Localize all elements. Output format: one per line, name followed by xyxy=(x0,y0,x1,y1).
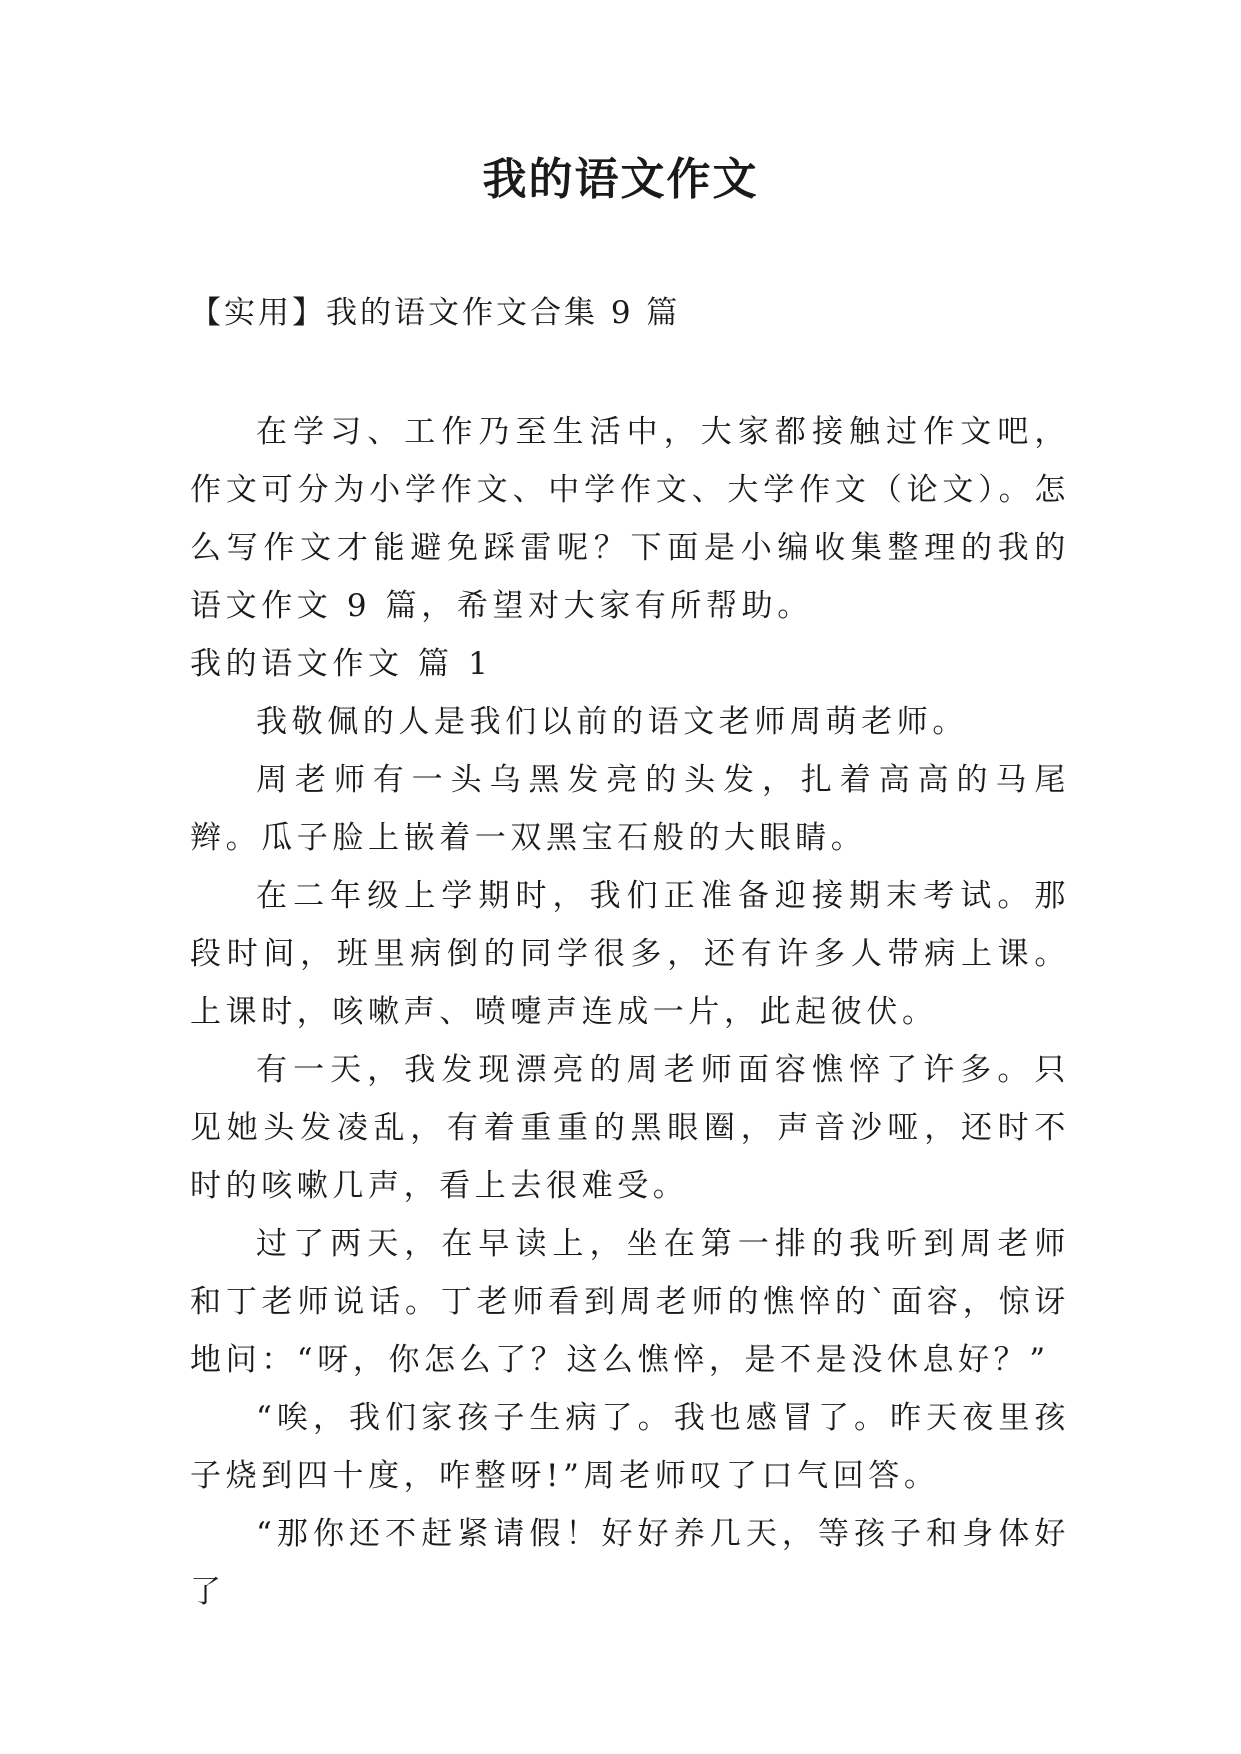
body-paragraph: 有一天，我发现漂亮的周老师面容憔悴了许多。只见她头发凌乱，有着重重的黑眼圈，声音沙哑，还时不时的咳嗽几声，看上去很难受。 xyxy=(190,1052,1070,1204)
document-body xyxy=(190,403,1070,1621)
body-paragraph: 过了两天，在早读上，坐在第一排的我听到周老师和丁老师说话。丁老师看到周老师的憔悴的`面容，惊讶地问：“呀，你怎么了？这么憔悴，是不是没休息好？” xyxy=(190,1226,1070,1378)
body-paragraph: “那你还不赶紧请假！好好养几天，等孩子和身体好了 xyxy=(190,1516,1070,1610)
body-paragraph: “唉，我们家孩子生病了。我也感冒了。昨天夜里孩子烧到四十度，咋整呀!”周老师叹了口气回答。 xyxy=(190,1400,1070,1494)
body-paragraph: 在二年级上学期时，我们正准备迎接期末考试。那段时间，班里病倒的同学很多，还有许多人带病上课。上课时，咳嗽声、喷嚏声连成一片，此起彼伏。 xyxy=(190,878,1070,1030)
document-title: 我的语文作文 xyxy=(482,154,759,205)
body-paragraph: 我敬佩的人是我们以前的语文老师周萌老师。 xyxy=(256,704,968,740)
body-paragraph: 周老师有一头乌黑发亮的头发，扎着高高的马尾辫。瓜子脸上嵌着一双黑宝石般的大眼睛。 xyxy=(190,762,1070,856)
document-subtitle: 【实用】我的语文作文合集 9 篇 xyxy=(190,295,681,331)
section-heading: 我的语文作文 篇 1 xyxy=(190,646,493,682)
intro-paragraph: 在学习、工作乃至生活中，大家都接触过作文吧，作文可分为小学作文、中学作文、大学作文（论文）。怎么写作文才能避免踩雷呢？下面是小编收集整理的我的语文作文 9 篇，希望对大家有所帮助。 xyxy=(190,414,1070,624)
